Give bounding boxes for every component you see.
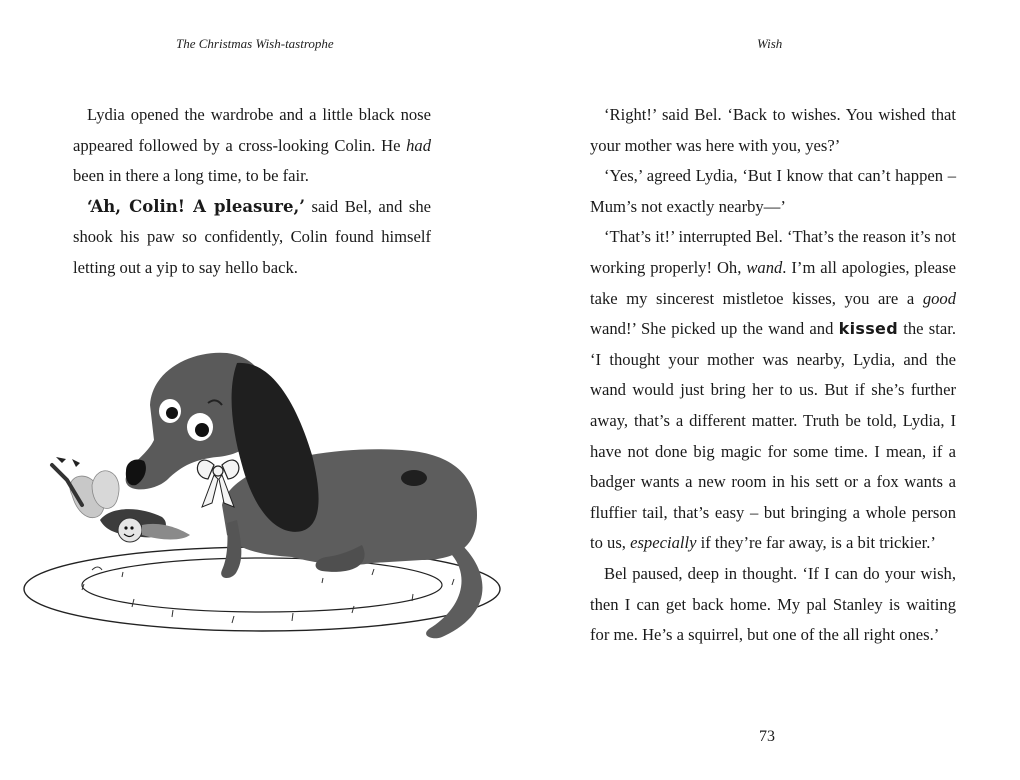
emphasis-especially: especially bbox=[630, 533, 697, 553]
right-page bbox=[510, 0, 1020, 780]
right-paragraph-3: ‘That’s it!’ interrupted Bel. ‘That’s the reason it’s not working properly! Oh, wand. I’m all apologies, please take my sincerest mistletoe kisses, you are a good wand!’ She picked up the wand and kissed the star. ‘I thought your mother was nearby, Lydia, and the wand would just bring her to us. But if she’s further away, that’s a different matter. Truth be told, Lydia, I have not done big magic for some time. I mean, if a badger wants a new room in his sett or a fox wants a fluffier tail, that’s easy – but bringing a whole person to us, especially if they’re far away, is a bit trickier.’ bbox=[590, 227, 956, 553]
running-head-right: Wish bbox=[757, 36, 783, 51]
emphasis-good: good bbox=[922, 288, 956, 308]
right-paragraph-1: ‘Right!’ said Bel. ‘Back to wishes. You wished that your mother was here with you, yes?’ bbox=[590, 105, 956, 155]
left-paragraph-2: ‘Ah, Colin! A pleasure,’ said Bel, and she shook his paw so confidently, Colin found himself letting out a yip to say hello back. bbox=[73, 196, 431, 277]
left-body-text bbox=[73, 100, 431, 284]
right-paragraph-2: ‘Yes,’ agreed Lydia, ‘But I know that can’t happen – Mum’s not exactly nearby—’ bbox=[590, 166, 956, 216]
emphasis-wand: wand bbox=[746, 257, 783, 277]
emphasis-kissed: kissed bbox=[838, 319, 898, 339]
running-head-left: The Christmas Wish-tastrophe bbox=[176, 36, 334, 51]
right-body-text bbox=[590, 100, 956, 651]
right-paragraph-4: Bel paused, deep in thought. ‘If I can do your wish, then I can get back home. My pal Stanley is waiting for me. He’s a squirrel, but one of the all right ones.’ bbox=[590, 563, 956, 645]
emphasis-had: had bbox=[406, 135, 431, 155]
speech-highlight: ‘Ah, Colin! A pleasure,’ bbox=[87, 196, 305, 216]
page-number: 73 bbox=[759, 728, 775, 745]
dog-and-fairy-illustration bbox=[22, 345, 506, 645]
left-paragraph-1: Lydia opened the wardrobe and a little black nose appeared followed by a cross-looking Colin. He had been in there a long time, to be fair. bbox=[73, 105, 431, 186]
dog-body-spot bbox=[401, 470, 427, 486]
